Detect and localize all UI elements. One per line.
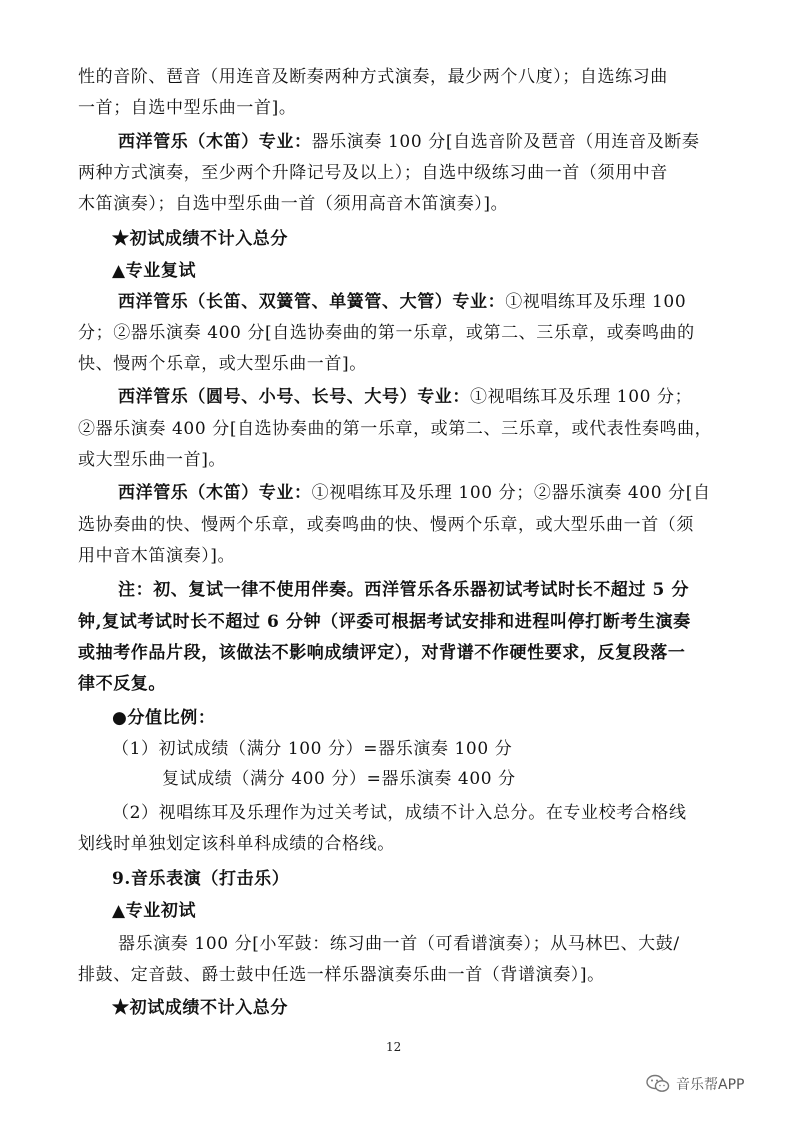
bold-text-segment: 西洋管乐（长笛、双簧管、单簧管、大管）专业： [118, 292, 506, 312]
text-line [78, 193, 508, 215]
text-segment: （1）初试成绩（满分 100 分）=器乐演奏 100 分 [112, 739, 513, 759]
text-segment: 两种方式演奏，至少两个升降记号及以上）；自选中级练习曲一首（须用中音 [78, 163, 668, 183]
text-line [78, 545, 235, 567]
text-segment: 性的音阶、琶音（用连音及断奏两种方式演奏，最少两个八度）；自选练习曲 [78, 67, 668, 87]
text-line [78, 353, 367, 375]
text-line [112, 868, 289, 890]
text-line [118, 386, 692, 408]
text-line [78, 322, 695, 344]
text-line [112, 228, 288, 250]
bold-text-segment: ▲专业初试 [112, 901, 197, 921]
bold-text-segment: 西洋管乐（圆号、小号、长号、大号）专业： [118, 387, 470, 407]
text-line [78, 97, 296, 119]
bold-text-segment: 钟,复试考试时长不超过 6 分钟（评委可根据考试安排和进程叫停打断考生演奏 [78, 612, 691, 632]
text-segment: 选协奏曲的快、慢两个乐章，或奏鸣曲的快、慢两个乐章，或大型乐曲一首（须 [78, 515, 694, 535]
text-line [78, 673, 166, 695]
bold-text-segment: ●分值比例： [112, 708, 216, 728]
text-segment: 木笛演奏）；自选中型乐曲一首（须用高音木笛演奏）]。 [78, 194, 509, 214]
watermark [646, 1074, 744, 1094]
text-segment: ①视唱练耳及乐理 100 [505, 292, 687, 312]
text-line [112, 260, 196, 282]
text-line [78, 833, 395, 855]
text-line [112, 802, 687, 824]
text-line [78, 611, 691, 633]
text-segment: 或大型乐曲一首]。 [78, 450, 227, 470]
text-line [112, 900, 196, 922]
bold-text-segment: 注：初、复试一律不使用伴奏。西洋管乐各乐器初试考试时长不超过 5 分 [118, 580, 690, 600]
text-segment: 复试成绩（满分 400 分）=器乐演奏 400 分 [162, 769, 516, 789]
text-line [162, 768, 516, 790]
text-line [112, 707, 215, 729]
text-segment: 器乐演奏 100 分[自选音阶及琶音（用连音及断奏 [311, 132, 700, 152]
text-line [112, 738, 512, 760]
text-segment: ②器乐演奏 400 分[自选协奏曲的第一乐章，或第二、三乐章，或代表性奏鸣曲， [78, 419, 713, 439]
text-segment: 一首；自选中型乐曲一首]。 [78, 98, 297, 118]
text-segment: （2）视唱练耳及乐理作为过关考试，成绩不计入总分。在专业校考合格线 [112, 803, 687, 823]
text-line [78, 964, 605, 986]
text-segment: ①视唱练耳及乐理 100 分；②器乐演奏 400 分[自 [311, 483, 711, 503]
text-segment: 分；②器乐演奏 400 分[自选协奏曲的第一乐章，或第二、三乐章，或奏鸣曲的 [78, 323, 695, 343]
text-line [118, 933, 680, 955]
bold-text-segment: 9.音乐表演（打击乐） [112, 869, 290, 889]
bold-text-segment: ▲专业复试 [112, 261, 197, 281]
bold-text-segment: 律不反复。 [78, 674, 166, 694]
text-segment: 快、慢两个乐章，或大型乐曲一首]。 [78, 354, 367, 374]
bold-text-segment: 西洋管乐（木笛）专业： [118, 132, 312, 152]
page-number: 12 [386, 1040, 402, 1054]
text-segment: 排鼓、定音鼓、爵士鼓中任选一样乐器演奏乐曲一首（背谱演奏）]。 [78, 965, 605, 985]
watermark-text: 音乐帮APP [676, 1077, 745, 1093]
text-segment: 用中音木笛演奏）]。 [78, 546, 236, 566]
bold-text-segment: ★初试成绩不计入总分 [112, 229, 288, 249]
text-segment: ①视唱练耳及乐理 100 分； [470, 387, 693, 407]
bold-text-segment: 或抽考作品片段，该做法不影响成绩评定），对背谱不作硬性要求，反复段落一 [78, 643, 686, 663]
text-segment: 器乐演奏 100 分[小军鼓：练习曲一首（可看谱演奏）；从马林巴、大鼓/ [118, 934, 680, 954]
text-line [78, 162, 668, 184]
text-line [118, 291, 686, 313]
text-line [118, 131, 700, 153]
text-line [78, 642, 686, 664]
text-line [78, 514, 694, 536]
text-line [118, 482, 711, 504]
text-line [78, 66, 668, 88]
bold-text-segment: 西洋管乐（木笛）专业： [118, 483, 312, 503]
wechat-icon [646, 1074, 670, 1094]
text-line [78, 449, 226, 471]
text-line [112, 997, 288, 1019]
bold-text-segment: ★初试成绩不计入总分 [112, 998, 288, 1018]
text-segment: 划线时单独划定该科单科成绩的合格线。 [78, 834, 395, 854]
text-line [78, 418, 712, 440]
text-line [118, 579, 689, 601]
